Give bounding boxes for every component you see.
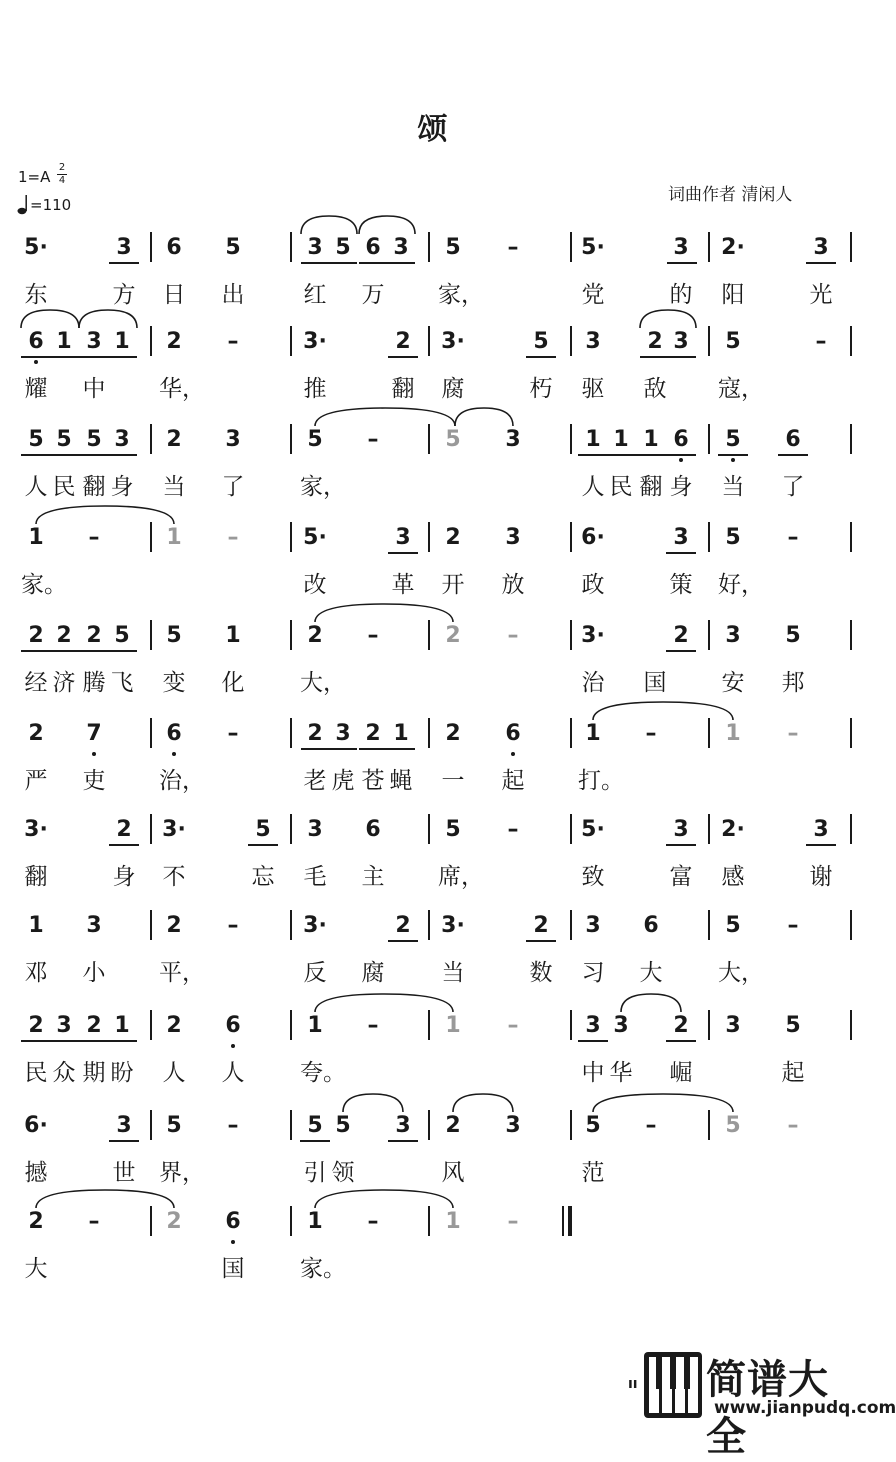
note: 3· <box>24 817 48 842</box>
lyric-char: 治， <box>159 768 205 794</box>
lyric-char: 主 <box>361 864 385 890</box>
lyric-char: 大 <box>639 960 663 986</box>
lyric-char: 界， <box>159 1160 205 1186</box>
lyric-char: 忘 <box>251 864 275 890</box>
note: 5 <box>307 427 323 452</box>
slur-arc <box>315 408 455 426</box>
lyric-char: 家。 <box>300 1256 346 1282</box>
note: 3 <box>307 235 323 260</box>
note: 3· <box>162 817 186 842</box>
lyric-char: 家。 <box>21 572 67 598</box>
note: 1 <box>56 329 72 354</box>
lyric-char: 政 <box>581 572 605 598</box>
slur-arc <box>621 994 681 1012</box>
lyric-char: 放 <box>501 572 525 598</box>
note: 5 <box>166 1113 182 1138</box>
lyric-char: 小 <box>82 960 106 986</box>
note: 1 <box>28 913 44 938</box>
lyric-char: 了 <box>221 474 245 500</box>
note: 2 <box>166 1209 182 1234</box>
slur-arc <box>640 310 696 328</box>
lyric-char: 蝇 <box>389 768 413 794</box>
note: 3 <box>56 1013 72 1038</box>
slur-arc <box>593 1094 733 1112</box>
note: 3 <box>86 329 102 354</box>
note: 3 <box>673 329 689 354</box>
lyric-char: 引 <box>303 1160 327 1186</box>
note: 5 <box>785 1013 801 1038</box>
note: 2 <box>647 329 663 354</box>
lyric-char: 谢 <box>809 864 833 890</box>
note: 1 <box>725 721 741 746</box>
note: 3 <box>505 525 521 550</box>
dash-mark: – <box>367 623 379 648</box>
dash-mark: – <box>227 913 239 938</box>
lyric-char: 东 <box>24 282 48 308</box>
note: 1 <box>307 1013 323 1038</box>
dash-mark: – <box>645 721 657 746</box>
dash-mark: – <box>367 1209 379 1234</box>
lyric-char: 光 <box>809 282 833 308</box>
note: 5 <box>335 235 351 260</box>
lyric-char: 富 <box>669 864 693 890</box>
lyric-char: 中 <box>581 1060 605 1086</box>
brand-name: 简谱大全 <box>706 1357 829 1460</box>
note: 2 <box>166 1013 182 1038</box>
lyric-char: 虎 <box>331 768 355 794</box>
note: 5 <box>335 1113 351 1138</box>
lyric-char: 国 <box>643 670 667 696</box>
lyric-char: 革 <box>391 572 415 598</box>
slur-arc <box>21 310 79 328</box>
brand-url: www.jianpudq.com <box>714 1398 896 1418</box>
note: 3· <box>303 329 327 354</box>
note: 6 <box>28 329 44 354</box>
lyric-char: 当 <box>441 960 465 986</box>
slur-arc <box>343 1094 403 1112</box>
note: 7 <box>86 721 102 746</box>
note: 3 <box>673 525 689 550</box>
note: 2 <box>445 721 461 746</box>
lyric-char: 邦 <box>781 670 805 696</box>
lyric-char: 人 <box>581 474 605 500</box>
note: 3 <box>613 1013 629 1038</box>
note: 3 <box>395 525 411 550</box>
lyric-char: 领 <box>331 1160 355 1186</box>
note: 1 <box>166 525 182 550</box>
lyric-char: 万 <box>361 282 385 308</box>
dash-mark: – <box>787 525 799 550</box>
lyric-char: 严 <box>24 768 48 794</box>
lyric-char: 耀 <box>24 376 48 402</box>
note: 3 <box>335 721 351 746</box>
dash-mark: – <box>507 817 519 842</box>
note: 5 <box>166 623 182 648</box>
note: 2 <box>116 817 132 842</box>
lyric-char: 经 <box>24 670 48 696</box>
note: 3· <box>441 329 465 354</box>
note: 3 <box>116 1113 132 1138</box>
lyric-char: 华 <box>609 1060 633 1086</box>
note: 2 <box>395 913 411 938</box>
note: 6 <box>225 1013 241 1038</box>
lyric-char: 风 <box>441 1160 465 1186</box>
lyric-char: 撼 <box>24 1160 48 1186</box>
note: 2 <box>28 721 44 746</box>
lyric-char: 众 <box>52 1060 76 1086</box>
note: 2 <box>673 623 689 648</box>
note: 2 <box>673 1013 689 1038</box>
lyric-char: 世 <box>112 1160 136 1186</box>
note: 3 <box>86 913 102 938</box>
note: 3 <box>813 235 829 260</box>
note: 5 <box>445 817 461 842</box>
note: 2 <box>86 623 102 648</box>
lyric-char: 习 <box>581 960 605 986</box>
note: 3 <box>585 329 601 354</box>
lyric-char: 身 <box>110 474 134 500</box>
note: 2 <box>533 913 549 938</box>
note: 5 <box>785 623 801 648</box>
note: 2 <box>307 623 323 648</box>
dash-mark: – <box>507 623 519 648</box>
note: 1 <box>114 329 130 354</box>
lyric-char: 吏 <box>82 768 106 794</box>
lyric-char: 大 <box>24 1256 48 1282</box>
lyric-char: 化 <box>221 670 245 696</box>
lyric-char: 平， <box>159 960 205 986</box>
note: 6· <box>581 525 605 550</box>
note: 3 <box>725 1013 741 1038</box>
note: 2 <box>166 913 182 938</box>
slur-arc <box>315 994 453 1012</box>
note: 3 <box>673 817 689 842</box>
note: 5 <box>56 427 72 452</box>
note: 6 <box>673 427 689 452</box>
lyric-char: 邓 <box>24 960 48 986</box>
note: 5 <box>725 427 741 452</box>
time-signature-bottom: 4 <box>58 175 66 186</box>
note: 5· <box>24 235 48 260</box>
lyric-char: 济 <box>52 670 76 696</box>
dash-mark: – <box>88 1209 100 1234</box>
lyric-char: 开 <box>441 572 465 598</box>
lyric-char: 国 <box>221 1256 245 1282</box>
svg-text:ıı: ıı <box>628 1376 638 1392</box>
note: 5 <box>114 623 130 648</box>
lyric-char: 当 <box>162 474 186 500</box>
note: 3· <box>581 623 605 648</box>
note: 6 <box>365 235 381 260</box>
lyric-char: 腐 <box>441 376 465 402</box>
slur-arc <box>36 1190 174 1208</box>
lyric-char: 期 <box>82 1060 106 1086</box>
note: 3 <box>725 623 741 648</box>
note: 2 <box>28 623 44 648</box>
dash-mark: – <box>227 721 239 746</box>
lyric-char: 了 <box>781 474 805 500</box>
note: 2 <box>445 1113 461 1138</box>
lyric-char: 变 <box>162 670 186 696</box>
note: 2 <box>28 1209 44 1234</box>
note: 5 <box>445 235 461 260</box>
dash-mark: – <box>367 427 379 452</box>
note: 5 <box>86 427 102 452</box>
lyric-char: 起 <box>781 1060 805 1086</box>
slur-arc <box>593 702 733 720</box>
lyric-char: 飞 <box>110 670 134 696</box>
lyric-char: 崛 <box>669 1060 693 1086</box>
lyric-char: 苍 <box>361 768 385 794</box>
note: 5· <box>581 817 605 842</box>
composer-credit: 词曲作者 清闲人 <box>668 185 793 205</box>
note: 1 <box>613 427 629 452</box>
dash-mark: – <box>645 1113 657 1138</box>
lyric-char: 中 <box>82 376 106 402</box>
note: 6 <box>166 721 182 746</box>
lyric-char: 治 <box>581 670 605 696</box>
slur-arc <box>315 604 453 622</box>
lyric-char: 身 <box>669 474 693 500</box>
note: 3 <box>307 817 323 842</box>
dash-mark: – <box>367 1013 379 1038</box>
dash-mark: – <box>787 721 799 746</box>
lyric-char: 身 <box>112 864 136 890</box>
note: 5 <box>725 525 741 550</box>
lyric-char: 数 <box>529 960 553 986</box>
lyric-char: 好， <box>718 572 764 598</box>
dash-mark: – <box>787 913 799 938</box>
note: 6 <box>643 913 659 938</box>
lyric-char: 夸。 <box>300 1060 346 1086</box>
slur-arc <box>79 310 137 328</box>
lyric-char: 敌 <box>643 376 667 402</box>
lyric-char: 家， <box>438 282 484 308</box>
note: 3· <box>303 913 327 938</box>
lyric-char: 出 <box>221 282 245 308</box>
note: 1 <box>585 721 601 746</box>
note: 2 <box>365 721 381 746</box>
slur-arc <box>36 506 174 524</box>
dash-mark: – <box>787 1113 799 1138</box>
lyric-char: 人 <box>24 474 48 500</box>
dash-mark: – <box>507 1209 519 1234</box>
lyric-char: 盼 <box>110 1060 134 1086</box>
note: 2 <box>56 623 72 648</box>
note: 2· <box>721 235 745 260</box>
lyric-char: 日 <box>162 282 186 308</box>
lyric-char: 党 <box>581 282 605 308</box>
note: 3 <box>813 817 829 842</box>
note: 5· <box>303 525 327 550</box>
lyric-char: 改 <box>303 572 327 598</box>
note: 2 <box>166 427 182 452</box>
lyric-char: 腐 <box>361 960 385 986</box>
lyric-char: 当 <box>721 474 745 500</box>
lyric-char: 阳 <box>721 282 745 308</box>
note: 1 <box>585 427 601 452</box>
dash-mark: – <box>227 525 239 550</box>
note: 1 <box>114 1013 130 1038</box>
lyric-char: 家， <box>300 474 346 500</box>
note: 1 <box>307 1209 323 1234</box>
lyric-char: 推 <box>303 376 327 402</box>
time-signature-top: 2 <box>58 162 66 173</box>
note: 5 <box>725 1113 741 1138</box>
lyric-char: 策 <box>669 572 693 598</box>
lyric-char: 翻 <box>639 474 663 500</box>
lyric-char: 腾 <box>82 670 106 696</box>
dash-mark: – <box>815 329 827 354</box>
dash-mark: – <box>507 235 519 260</box>
lyric-char: 民 <box>52 474 76 500</box>
note: 2 <box>445 623 461 648</box>
lyric-char: 的 <box>669 282 693 308</box>
slur-arc <box>359 216 415 234</box>
note: 1 <box>643 427 659 452</box>
note: 5· <box>581 235 605 260</box>
lyric-char: 范 <box>581 1160 605 1186</box>
note: 3 <box>673 235 689 260</box>
lyric-char: 致 <box>581 864 605 890</box>
lyric-char: 华， <box>159 376 205 402</box>
note: 3 <box>114 427 130 452</box>
lyric-char: 大， <box>718 960 764 986</box>
slur-arc <box>455 408 513 426</box>
note: 6 <box>785 427 801 452</box>
key-signature: 1=A <box>18 168 51 186</box>
lyric-char: 人 <box>221 1060 245 1086</box>
lyric-char: 感 <box>721 864 745 890</box>
note: 2 <box>86 1013 102 1038</box>
lyric-char: 方 <box>112 282 136 308</box>
note: 3 <box>393 235 409 260</box>
lyric-char: 打。 <box>578 768 624 794</box>
lyric-char: 驱 <box>581 376 605 402</box>
lyric-char: 翻 <box>391 376 415 402</box>
note: 6 <box>225 1209 241 1234</box>
lyric-char: 老 <box>303 768 327 794</box>
dash-mark: – <box>227 1113 239 1138</box>
note: 3 <box>116 235 132 260</box>
note: 5 <box>585 1113 601 1138</box>
note: 5 <box>255 817 271 842</box>
note: 1 <box>445 1013 461 1038</box>
dash-mark: – <box>507 1013 519 1038</box>
note: 3 <box>505 427 521 452</box>
lyric-char: 一 <box>441 768 465 794</box>
note: 5 <box>28 427 44 452</box>
note: 3 <box>505 1113 521 1138</box>
note: 1 <box>28 525 44 550</box>
lyric-char: 人 <box>162 1060 186 1086</box>
song-title: 颂 <box>417 112 448 147</box>
note: 3 <box>395 1113 411 1138</box>
slur-arc <box>453 1094 513 1112</box>
note: 5 <box>307 1113 323 1138</box>
slur-arc <box>315 1190 453 1208</box>
note: 5 <box>445 427 461 452</box>
note: 1 <box>393 721 409 746</box>
lyric-char: 起 <box>501 768 525 794</box>
note: 6 <box>365 817 381 842</box>
note: 3 <box>225 427 241 452</box>
lyric-char: 朽 <box>529 376 553 402</box>
note: 2 <box>445 525 461 550</box>
note: 2 <box>395 329 411 354</box>
lyric-char: 不 <box>162 864 186 890</box>
note: 6 <box>505 721 521 746</box>
note: 2 <box>28 1013 44 1038</box>
lyric-char: 安 <box>721 670 745 696</box>
dash-mark: – <box>88 525 100 550</box>
note: 6 <box>166 235 182 260</box>
note: 3· <box>441 913 465 938</box>
note: 3 <box>585 1013 601 1038</box>
lyric-char: 民 <box>609 474 633 500</box>
note: 5 <box>225 235 241 260</box>
note: 2 <box>166 329 182 354</box>
note: 5 <box>533 329 549 354</box>
note: 2· <box>721 817 745 842</box>
lyric-char: 翻 <box>82 474 106 500</box>
lyric-char: 大， <box>300 670 346 696</box>
slur-arc <box>301 216 357 234</box>
tempo-marking: =110 <box>30 196 72 214</box>
lyric-char: 反 <box>303 960 327 986</box>
note: 6· <box>24 1113 48 1138</box>
lyric-char: 翻 <box>24 864 48 890</box>
lyric-char: 席， <box>438 864 484 890</box>
dash-mark: – <box>227 329 239 354</box>
lyric-char: 寇， <box>718 376 764 402</box>
note: 1 <box>225 623 241 648</box>
lyric-char: 红 <box>303 282 327 308</box>
note: 1 <box>445 1209 461 1234</box>
note: 3 <box>585 913 601 938</box>
note: 2 <box>307 721 323 746</box>
note: 5 <box>725 913 741 938</box>
note: 5 <box>725 329 741 354</box>
lyric-char: 民 <box>24 1060 48 1086</box>
lyric-char: 毛 <box>303 864 327 890</box>
